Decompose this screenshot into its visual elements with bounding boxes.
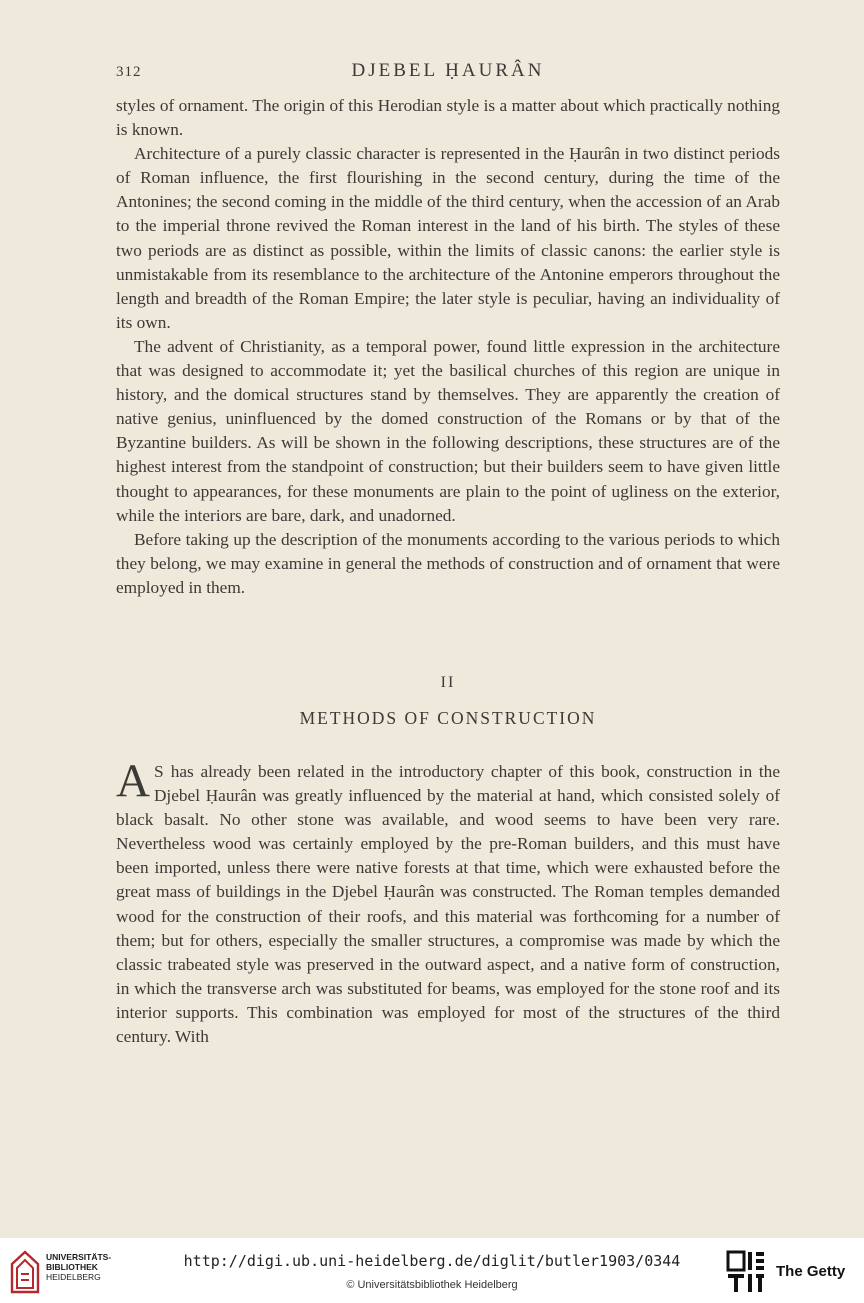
paragraph-1: styles of ornament. The origin of this Herodian style is a matter about which practically nothing is known. bbox=[116, 96, 780, 140]
library-line-3: HEIDELBERG bbox=[46, 1272, 101, 1282]
getty-logo-icon bbox=[726, 1250, 766, 1294]
copyright-notice: © Universitätsbibliothek Heidelberg bbox=[346, 1279, 518, 1291]
section-body bbox=[116, 755, 780, 1049]
paragraph-2: Architecture of a purely classic character is represented in the Ḥaurân in two distinct periods of Roman influence, the first flourishing in the second century, during the time of the Antonines; the second coming in the middle of the third century, when the accession of an Arab to the imperial throne revived the Roman interest in the land of his birth. The styles of these two periods are as distinct as possible, within the limits of classic canons: the earlier style is unmistakable from its resemblance to the architecture of the Antonine emperors throughout the length and breadth of the Roman Empire; the later style is peculiar, having an individuality of its own. bbox=[116, 144, 780, 332]
section-paragraph: has already been related in the introductory chapter of this book, construction in the Djebel Ḥaurân was greatly influenced by the material at hand, which consisted solely of black basalt. No other stone was available, and wood seems to have been very rare. Nevertheless wood was certainly employed by the pre-Roman builders, and this must have been imported, unless there were native forests at that time, which were exhausted before the great mass of buildings in the Djebel Ḥaurân was constructed. The Roman temples demanded wood for the construction of their roofs, and this material was forthcoming for a number of them; but for others, especially the smaller structures, a compromise was made by which the classic trabeated style was preserved in the outward aspect, and a native form of construction, in which the transverse arch was substituted for beams, was employed for the stone roof and its interior supports. This combination was employed for most of the structures of the third century. With bbox=[116, 762, 780, 1047]
paragraph-3: The advent of Christianity, as a temporal power, found little expression in the architecture that was designed to accommodate it; yet the basilical churches of this region are unique in history, and the domical structures stand by themselves. They are apparently the creation of native genius, uninfluenced by the domed construction of the Romans or by that of the Byzantine builders. As will be shown in the following descriptions, these structures are of the highest interest from the standpoint of construction; but their builders seem to have given little thought to appearances, for these monuments are plain to the point of ugliness on the exterior, while the interiors are bare, dark, and unadorned. bbox=[116, 336, 780, 525]
page-number: 312 bbox=[116, 64, 142, 80]
body-text bbox=[116, 94, 780, 600]
partner-name: The Getty bbox=[776, 1263, 846, 1280]
lead-letter: S bbox=[153, 762, 165, 781]
viewer-footer bbox=[0, 1238, 864, 1303]
section-title: METHODS OF CONSTRUCTION bbox=[299, 708, 597, 728]
running-head bbox=[116, 60, 780, 84]
section-number: II bbox=[440, 674, 456, 691]
paragraph-4: Before taking up the description of the monuments according to the various periods to which they belong, we may examine in general the methods of construction and of ornament that were employed in them. bbox=[116, 529, 780, 597]
permalink-url[interactable]: http://digi.ub.uni-heidelberg.de/diglit/butler1903/0344 bbox=[183, 1252, 681, 1270]
library-line-1: UNIVERSITÄTS- bbox=[46, 1252, 112, 1262]
drop-cap: A bbox=[116, 755, 150, 807]
running-title: DJEBEL ḤAURÂN bbox=[351, 60, 545, 81]
library-line-2: BIBLIOTHEK bbox=[46, 1262, 98, 1272]
